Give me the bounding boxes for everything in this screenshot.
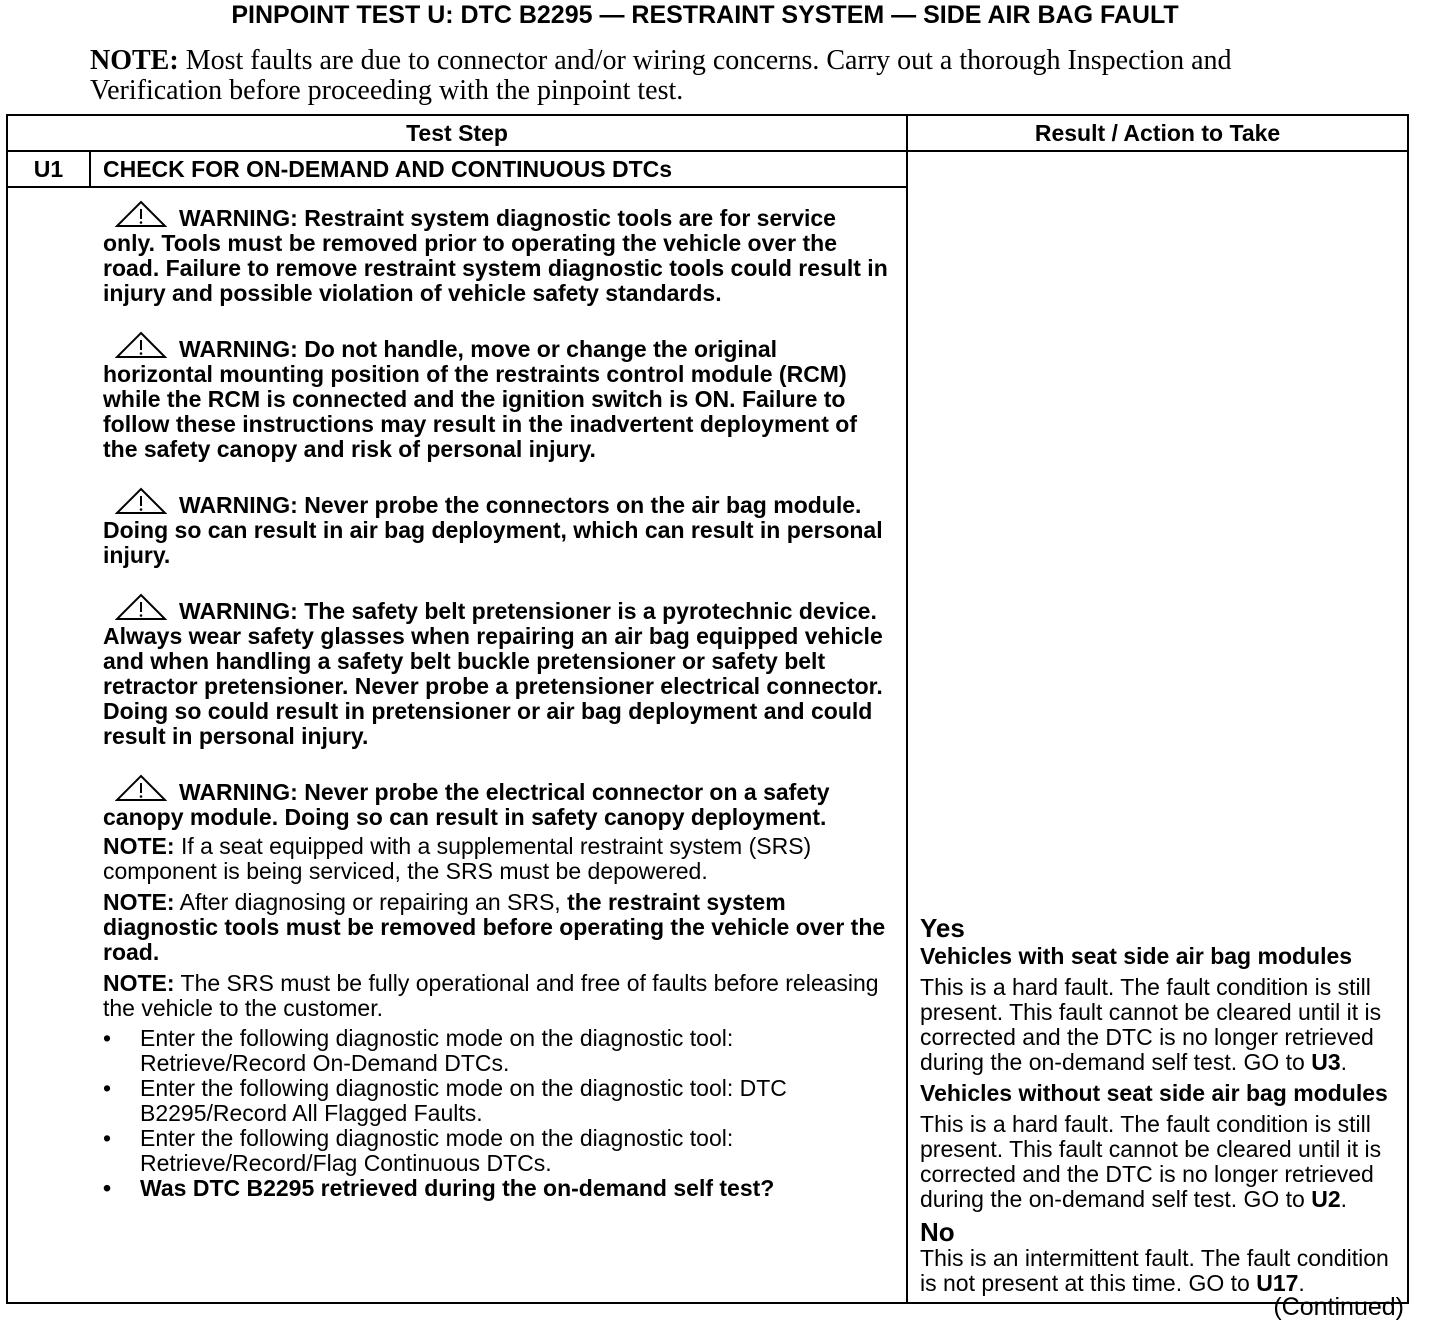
warning-4: WARNING: The safety belt pretensioner is a pyrotechnic device. Always wear safety glasses when repairing an air bag equipped vehicle and when handling a safety belt buckle pretensioner or safety belt retractor pretensioner. Never probe a pretensioner electrical connector. Doing so could result in pretensioner or air bag deployment and could result in personal injury. <box>103 593 892 749</box>
with-modules-text: This is a hard fault. The fault condition is still present. This fault cannot be cleared until it is corrected and the DTC is no longer retrieved during the on-demand self test. GO to U3. <box>920 974 1382 1075</box>
warning-3: WARNING: Never probe the connectors on the air bag module. Doing so can result in air bag deployment, which can result in personal injury. <box>103 487 892 568</box>
warning-triangle-icon <box>115 331 167 359</box>
goto-link-u17[interactable]: U17 <box>1256 1270 1299 1296</box>
test-step-header: Test Step <box>7 115 907 151</box>
goto-link-u3[interactable]: U3 <box>1311 1049 1341 1075</box>
warning-triangle-icon <box>115 593 167 621</box>
table-header-row <box>7 115 1408 151</box>
warning-triangle-icon <box>115 774 167 802</box>
continued-label: (Continued) <box>1273 1293 1404 1321</box>
result-header: Result / Action to Take <box>907 115 1408 151</box>
bullet-item: • Enter the following diagnostic mode on the diagnostic tool: Retrieve/Record On-Demand DTCs. <box>103 1026 892 1076</box>
yes-label: Yes <box>920 913 965 943</box>
bullet-item: • Enter the following diagnostic mode on the diagnostic tool: Retrieve/Record/Flag Continuous DTCs. <box>103 1126 892 1176</box>
note-2: NOTE: After diagnosing or repairing an SRS, the restraint system diagnostic tools must be removed before operating the vehicle over the road. <box>103 889 886 965</box>
step-id: U1 <box>7 151 90 187</box>
warning-triangle-icon <box>115 200 167 228</box>
warning-triangle-icon <box>115 487 167 515</box>
warning-5: WARNING: Never probe the electrical connector on a safety canopy module. Doing so can result in safety canopy deployment. <box>103 774 892 830</box>
step-question: • Was DTC B2295 retrieved during the on-demand self test? <box>103 1176 892 1201</box>
no-label: No <box>920 1217 955 1247</box>
note-3: NOTE: The SRS must be fully operational and free of faults before releasing the vehicle to the customer. <box>103 970 879 1021</box>
with-modules-title: Vehicles with seat side air bag modules <box>920 943 1353 969</box>
step-title-row <box>7 151 1408 187</box>
without-modules-title: Vehicles without seat side air bag modules <box>920 1080 1388 1106</box>
result-content <box>920 914 1401 1296</box>
note-1: NOTE: If a seat equipped with a supplemental restraint system (SRS) component is being serviced, the SRS must be depowered. <box>103 833 812 884</box>
without-modules-text: This is a hard fault. The fault condition is still present. This fault cannot be cleared until it is corrected and the DTC is no longer retrieved during the on-demand self test. GO to U2. <box>920 1111 1382 1212</box>
step-content <box>7 187 907 1303</box>
pinpoint-test-table <box>6 114 1409 1304</box>
goto-link-u2[interactable]: U2 <box>1311 1186 1341 1212</box>
page-title: PINPOINT TEST U: DTC B2295 — RESTRAINT SYSTEM — SIDE AIR BAG FAULT <box>231 1 1179 29</box>
step-title: CHECK FOR ON-DEMAND AND CONTINUOUS DTCs <box>90 151 907 187</box>
intro-note-label: NOTE: <box>90 45 179 76</box>
intro-note-text: Most faults are due to connector and/or wiring concerns. Carry out a thorough Inspection and Verification before proceeding with the pinpoint test. <box>90 45 1232 106</box>
intro-note <box>90 46 1240 106</box>
bullet-item: • Enter the following diagnostic mode on the diagnostic tool: DTC B2295/Record All Flagged Faults. <box>103 1076 892 1126</box>
warning-2: WARNING: Do not handle, move or change the original horizontal mounting position of the restraints control module (RCM) while the RCM is connected and the ignition switch is ON. Failure to follow these instructions may result in the inadvertent deployment of the safety canopy and risk of personal injury. <box>103 331 892 462</box>
warning-1: WARNING: Restraint system diagnostic tools are for service only. Tools must be removed prior to operating the vehicle over the road. Failure to remove restraint system diagnostic tools could result in injury and possible violation of vehicle safety standards. <box>103 200 892 306</box>
result-cell <box>907 151 1408 1303</box>
no-text: This is an intermittent fault. The fault condition is not present at this time. GO to U17. <box>920 1245 1389 1296</box>
